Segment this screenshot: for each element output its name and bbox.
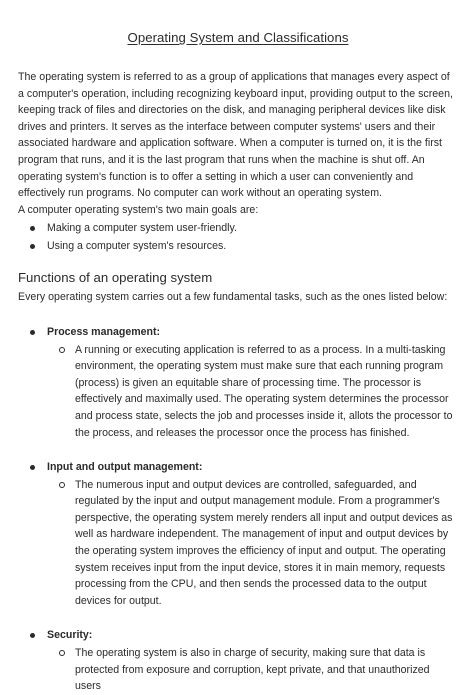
function-description-text: The numerous input and output devices are controlled, safeguarded, and regulated by the input and output management module. From a programmer's perspective, the operating system merely renders all input and output devices as well as hardware independent. The management of input and output devices by the operating system improves the efficiency of input and output. The operating system receives input from the input device, stores it in main memory, requests processing from the CPU, and then sends the processed data to the output devices for output. xyxy=(75,478,453,607)
functions-intro: Every operating system carries out a few fundamental tasks, such as the ones listed below: xyxy=(18,291,448,304)
function-description-text: The operating system is also in charge of security, making sure that data is protected from exposure and corruption, kept private, and that unauthorized users xyxy=(75,647,430,693)
function-title xyxy=(18,627,458,644)
function-title xyxy=(18,324,458,341)
sub-bullet-icon xyxy=(59,482,65,488)
function-item-security xyxy=(18,627,458,694)
bullet-icon xyxy=(30,330,35,335)
list-item xyxy=(18,238,458,256)
bullet-icon xyxy=(30,244,35,249)
list-item xyxy=(18,220,458,238)
function-item-io-management xyxy=(18,459,458,609)
goals-list xyxy=(18,220,458,255)
bullet-icon xyxy=(30,465,35,470)
goal-text: Using a computer system's resources. xyxy=(47,239,227,252)
bullet-icon xyxy=(30,226,35,231)
function-description xyxy=(18,342,458,442)
sub-bullet-icon xyxy=(59,650,65,656)
function-description-text: A running or executing application is referred to as a process. In a multi-tasking environment, the operating system must make sure that each running program (process) is given an equitable share of processing time. The processor is effectively and maximally used. The operating system determines the processor and process state, selects the job and processes inside it, allots the processor to the process, and releases the processor once the process has finished. xyxy=(75,343,453,439)
function-name: Process management: xyxy=(47,325,161,338)
goals-intro: A computer operating system's two main goals are: xyxy=(18,203,259,216)
function-title xyxy=(18,459,458,476)
function-item-process-management xyxy=(18,324,458,441)
functions-heading: Functions of an operating system xyxy=(18,270,213,286)
function-description xyxy=(18,477,458,610)
goal-text: Making a computer system user-friendly. xyxy=(47,222,237,235)
document-page xyxy=(18,30,458,695)
page-title: Operating System and Classifications xyxy=(127,30,349,45)
intro-paragraph: The operating system is referred to as a group of applications that manages every aspect of a computer's operation, including recognizing keyboard input, providing output to the screen, keeping track of files and directories on the disk, and managing peripheral devices like disk drives and printers. It serves as the interface between computer systems' users and their associated hardware and application software. When a computer is turned on, it is the first program that runs, and it is the last program that runs when the machine is shut off. An operating system's function is to offer a setting in which a user can conveniently and effectively run programs. No computer can work without an operating system. xyxy=(18,71,453,200)
bullet-icon xyxy=(30,633,35,638)
function-name: Security: xyxy=(47,629,93,642)
function-name: Input and output management: xyxy=(47,461,203,474)
sub-bullet-icon xyxy=(59,347,65,353)
